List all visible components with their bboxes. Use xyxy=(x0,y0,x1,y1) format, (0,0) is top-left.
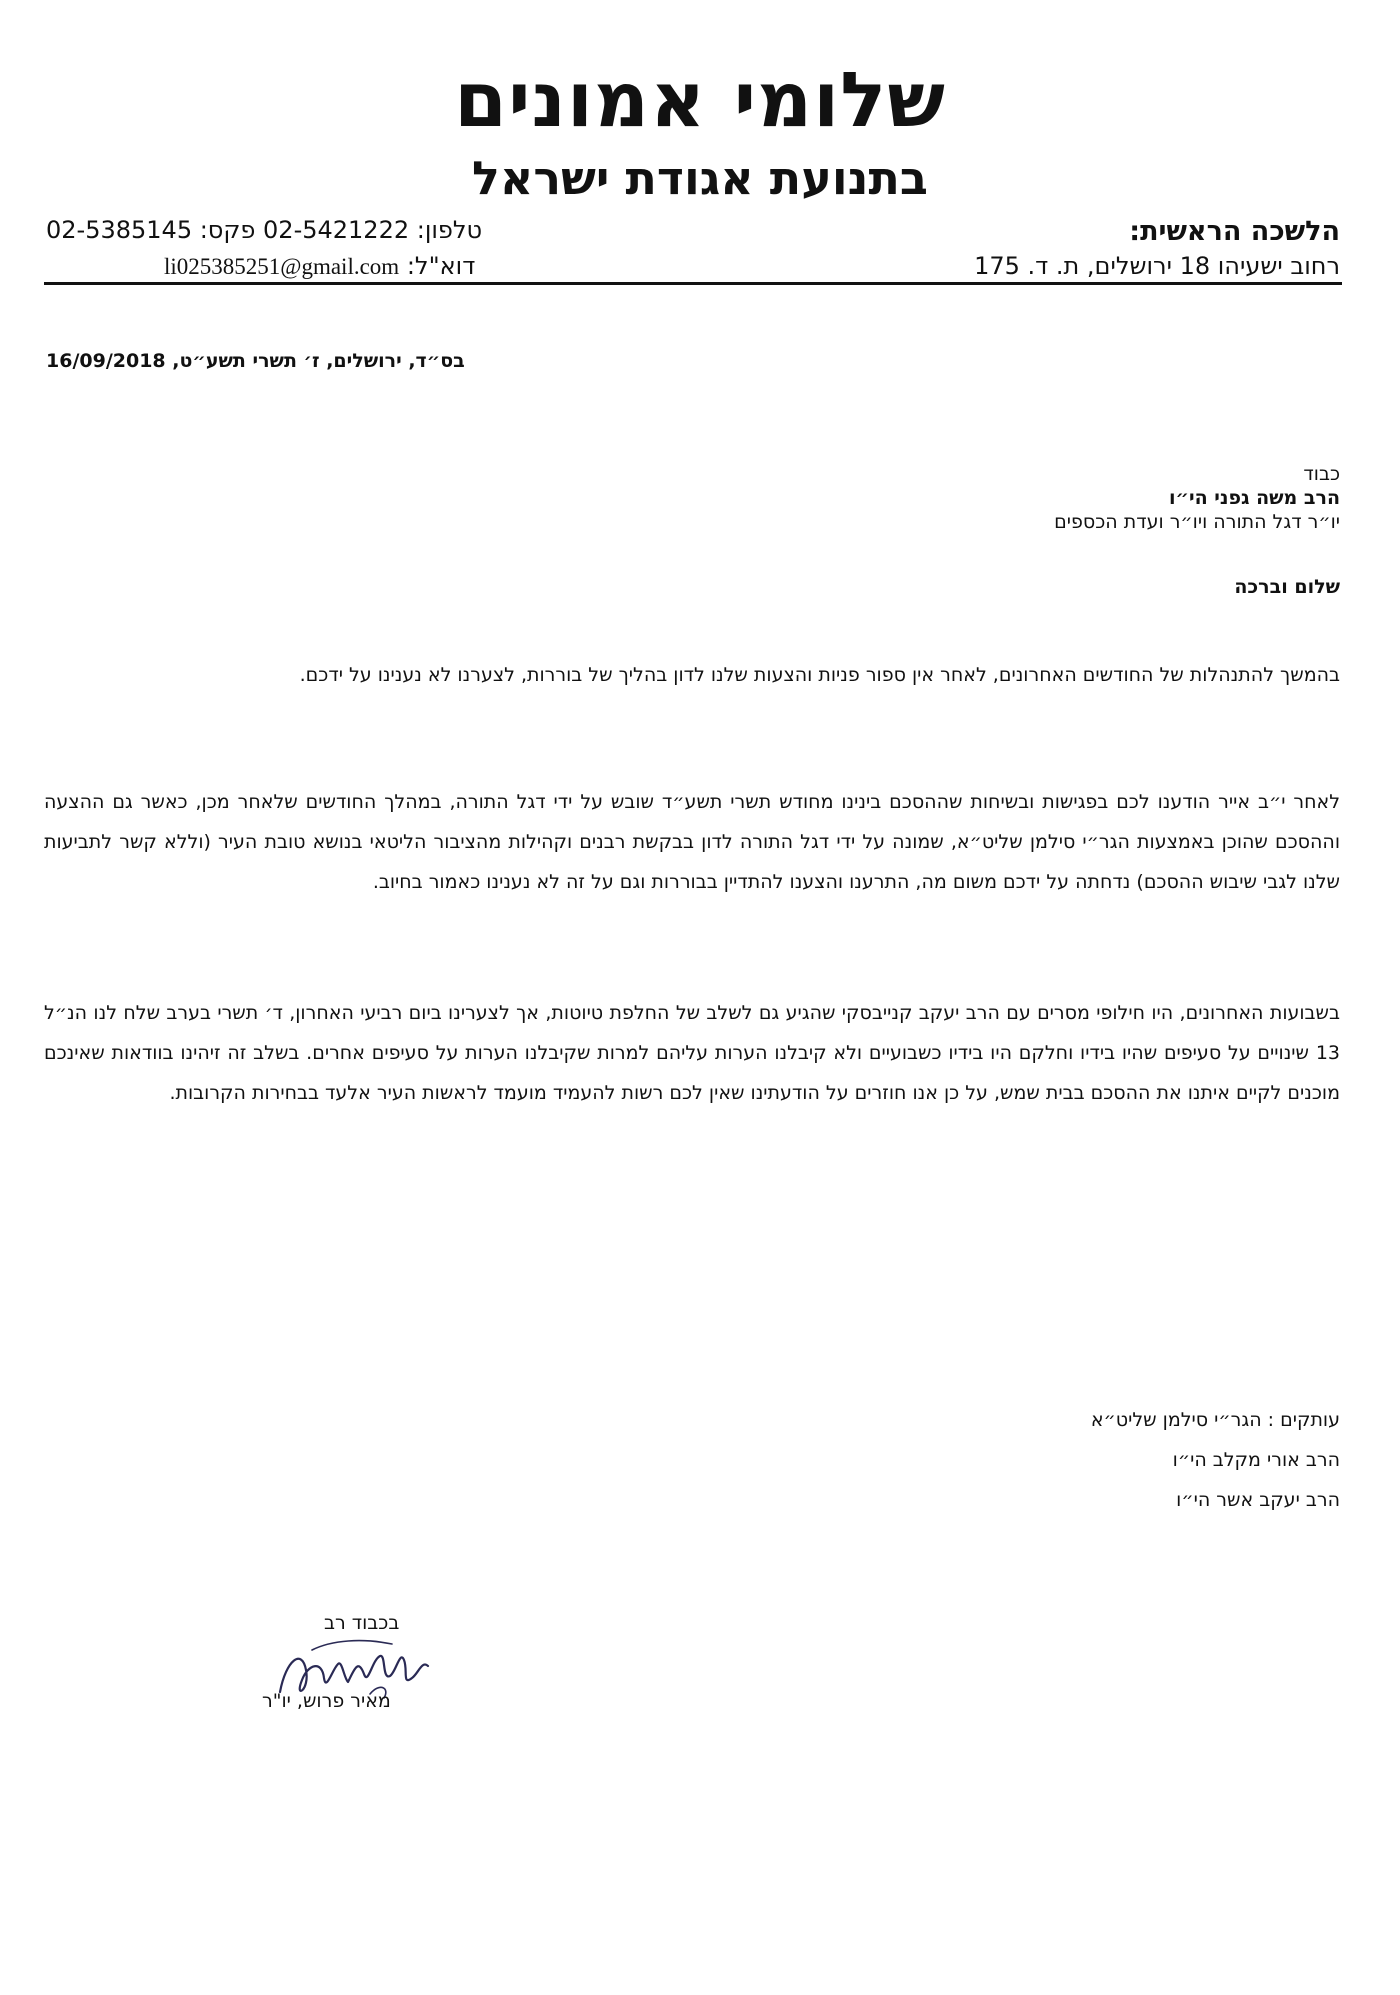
email-label: דוא"ל: xyxy=(406,252,476,280)
cc-line-3: הרב יעקב אשר הי״ו xyxy=(1176,1489,1340,1511)
body-paragraph-1: בהמשך להתנהלות של החודשים האחרונים, לאחר אין ספור פניות והצעות שלנו לדון בהליך של בוררות, לצערנו לא נענינו על ידכם. xyxy=(299,664,1340,686)
greeting: שלום וברכה xyxy=(1234,576,1340,598)
recipient-salutation: כבוד xyxy=(1303,463,1340,485)
signer-name: מאיר פרוש, יו"ר xyxy=(262,1690,391,1712)
letterhead-title: שלומי אמונים xyxy=(454,55,946,144)
closing: בכבוד רב xyxy=(324,1612,400,1634)
letterhead-subtitle: בתנועת אגודת ישראל xyxy=(472,151,928,205)
body-paragraph-3: בשבועות האחרונים, היו חילופי מסרים עם הרב יעקב קנייבסקי שהגיע גם לשלב של החלפת טיוטות, אך לצערינו ביום רביעי האחרון, ד׳ תשרי בערב שלח לנו הנ״ל 13 שינויים על סעיפים שהיו בידיו וחלקם היו בידיו כשבועיים ולא קיבלנו הערות עליהם למרות שקיבלנו הערות על סעיפים אחרים. בשלב זה זיהינו בוודאות שאינכם מוכנים לקיים איתנו את ההסכם בבית שמש, על כן אנו חוזרים על הודעתינו שאין לכם רשות להעמיד מועמד לראשות העיר אלעד בבחירות הקרובות. xyxy=(44,1002,1340,1104)
cc-line-2: הרב אורי מקלב הי״ו xyxy=(1172,1449,1340,1471)
date-line: בס״ד, ירושלים, ז׳ תשרי תשע״ט, 16/09/2018 xyxy=(46,350,465,372)
office-address: רחוב ישעיהו 18 ירושלים, ת. ד. 175 xyxy=(974,252,1340,280)
email-row xyxy=(164,254,475,278)
header-divider xyxy=(44,282,1342,285)
cc-line-1: עותקים : הגר״י סילמן שליט״א xyxy=(1090,1409,1340,1431)
phone-fax-line: טלפון: 02-5421222 פקס: 02-5385145 xyxy=(46,216,483,244)
recipient-name: הרב משה גפני הי״ו xyxy=(1169,487,1340,509)
cc-block xyxy=(1091,1400,1340,1520)
email-address: li025385251@gmail.com xyxy=(164,254,400,279)
recipient-title: יו״ר דגל התורה ויו״ר ועדת הכספים xyxy=(1054,511,1340,533)
office-label: הלשכה הראשית: xyxy=(1129,216,1340,247)
recipient-block xyxy=(1054,462,1340,534)
body-paragraph-2: לאחר י״ב אייר הודענו לכם בפגישות ובשיחות שההסכם בינינו מחודש תשרי תשע״ד שובש על ידי דגל התורה, במהלך החודשים שלאחר מכן, כאשר גם ההצעה וההסכם שהוכן באמצעות הגר״י סילמן שליט״א, שמונה על ידי דגל התורה לדון בבקשת רבנים וקהילות מהציבור הליטאי בנושא טובת העיר (וללא קשר לתביעות שלנו לגבי שיבוש ההסכם) נדחתה על ידכם משום מה, התרענו והצענו להתדיין בבוררות וגם על זה לא נענינו כאמור בחיוב. xyxy=(44,791,1340,893)
